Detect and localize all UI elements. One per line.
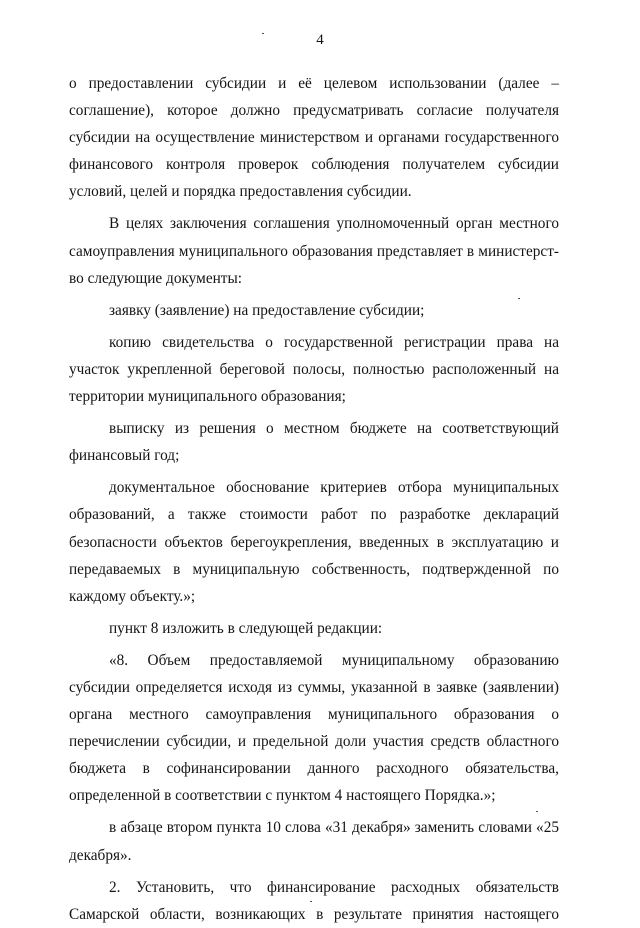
document-body [69,70,559,928]
scan-speck [310,901,312,902]
paragraph-section-2: 2. Установить, что финансирование расходных обязательств Самарской области, возникающих в результате принятия настоящего [69,878,559,923]
list-item-documentary-justification: документальное обоснование критериев отбора муниципальных образований, а также стоимости работ по разработке деклараций безопасности объектов берегоукрепления, введенных в эксплуатацию и передаваемых в муниципальную собственность, подтвержденной по каждому объекту.»; [69,479,559,605]
list-item-budget-extract: выписку из решения о местном бюджете на соответствующий финансовый год; [69,420,559,465]
scan-speck [262,33,264,34]
scan-speck [536,811,538,812]
scan-speck [518,298,520,299]
list-item-registration-certificate: копию свидетельства о государственной регистрации права на участок укрепленной береговой полосы, полностью расположенный на территории муниципального образования; [69,333,559,406]
list-item-application: заявку (заявление) на предоставление субсидии; [109,301,425,319]
paragraph-documents-intro: В целях заключения соглашения уполномоченный орган местного самоуправления муниципального образования представляет в министерст-во следующие документы: [69,215,559,287]
paragraph-clause-10-amendment: в абзаце втором пункта 10 слова «31 декабря» заменить словами «25 декабря». [69,819,559,864]
paragraph-clause-8-instruction: пункт 8 изложить в следующей редакции: [109,619,383,637]
paragraph-subsidy-agreement: о предоставлении субсидии и её целевом использовании (далее – соглашение), которое должно предусматривать согласие получателя субсидии на осуществление министерством и органами государственного финансового контроля проверок соблюдения получателем субсидии условий, целей и порядка предоставления субсидии. [69,75,559,201]
page-number: 4 [316,32,324,48]
paragraph-clause-8-text: «8. Объем предоставляемой муниципальному образованию субсидии определяется исходя из суммы, указанной в заявке (заявлении) органа местного самоуправления муниципального образования о перечислении субсидии, и предельной доли участия средств областного бюджета в софинансировании данного расходного обязательства, определенной в соответствии с пунктом 4 настоящего Порядка.»; [69,651,559,805]
